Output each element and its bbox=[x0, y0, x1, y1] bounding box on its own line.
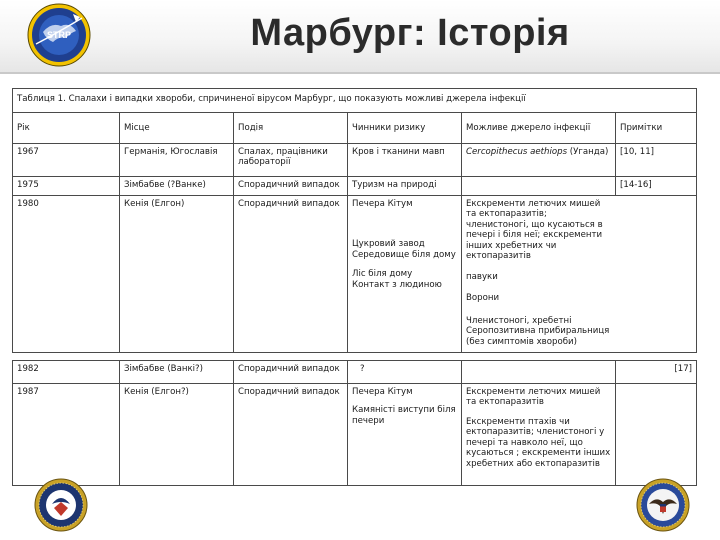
cell-source bbox=[462, 361, 616, 384]
header-risk: Чинники ризику bbox=[348, 113, 462, 144]
risk-item: Ліс біля дому bbox=[352, 269, 413, 280]
table-row bbox=[13, 196, 697, 353]
source-item: Екскременти птахів чи ектопаразитів; членистоногі у печері та навколо неї, що кусаються ; екскременти інших хребетних або ектопаразитів bbox=[466, 416, 611, 469]
source-item: Членистоногі, хребетні bbox=[466, 315, 572, 326]
cell-notes: [10, 11] bbox=[616, 144, 697, 177]
cell-risk: Туризм на природі bbox=[348, 177, 462, 196]
row-spacer bbox=[13, 353, 697, 361]
cell-risk: ? bbox=[348, 361, 462, 384]
source-item: Екскременти летючих мишей та ектопаразитів bbox=[466, 387, 601, 408]
cell-year: 1967 bbox=[13, 144, 120, 177]
cell-notes: [17] bbox=[616, 361, 697, 384]
logo-text: STRP bbox=[46, 30, 72, 40]
cell-place: Германія, Югославія bbox=[120, 144, 234, 177]
table-caption: Таблиця 1. Спалахи і випадки хвороби, спричиненої вірусом Марбург, що показують можливі джерела інфекції bbox=[13, 89, 697, 113]
risk-item: Печера Кітум bbox=[352, 199, 413, 209]
source-item: павуки bbox=[466, 271, 498, 282]
header-divider bbox=[0, 72, 720, 74]
risk-item: Середовище біля дому bbox=[352, 249, 456, 260]
species-name: Cercopithecus aethiops bbox=[466, 147, 568, 157]
risk-item: Печера Кітум bbox=[352, 387, 413, 397]
header-source: Можливе джерело інфекції bbox=[462, 113, 616, 144]
table-row bbox=[13, 384, 697, 486]
page-title: Марбург: Історія bbox=[250, 12, 570, 54]
cell-place: Кенія (Елгон) bbox=[120, 196, 234, 353]
source-origin: (Уганда) bbox=[567, 147, 609, 157]
cell-risk bbox=[348, 196, 462, 353]
risk-item: Камяністі виступи біля печери bbox=[352, 405, 456, 426]
table-caption-row bbox=[13, 89, 697, 113]
header-notes: Примітки bbox=[616, 113, 697, 144]
cell-event: Спорадичний випадок bbox=[234, 177, 348, 196]
cell-year: 1987 bbox=[13, 384, 120, 486]
risk-item: Цукровий завод bbox=[352, 239, 425, 250]
outbreak-table bbox=[12, 88, 696, 468]
cell-source bbox=[462, 177, 616, 196]
table-row bbox=[13, 361, 697, 384]
cell-year: 1980 bbox=[13, 196, 120, 353]
table-header-row bbox=[13, 113, 697, 144]
source-item: Серопозитивна прибиральниця (без симптомів хвороби) bbox=[466, 326, 610, 347]
cell-event: Спорадичний випадок bbox=[234, 196, 348, 353]
cell-notes bbox=[616, 384, 697, 486]
cell-event: Спорадичний випадок bbox=[234, 361, 348, 384]
cell-source bbox=[462, 144, 616, 177]
cell-place: Кенія (Елгон?) bbox=[120, 384, 234, 486]
cell-notes: [14-16] bbox=[616, 177, 697, 196]
header-place: Місце bbox=[120, 113, 234, 144]
cell-place: Зімбабве (Ванкі?) bbox=[120, 361, 234, 384]
cell-year: 1982 bbox=[13, 361, 120, 384]
cell-year: 1975 bbox=[13, 177, 120, 196]
eagle-seal-logo bbox=[636, 478, 690, 532]
cell-source bbox=[462, 196, 697, 353]
table-row bbox=[13, 144, 697, 177]
table-row bbox=[13, 177, 697, 196]
source-item: Ворони bbox=[466, 293, 500, 304]
source-item: Екскременти летючих мишей та ектопаразитів; членистоногі, що кусаються в печері і біля неї; екскременти інших хребетних чи ектопаразитів bbox=[466, 199, 603, 262]
stripes-globe-logo bbox=[26, 2, 92, 68]
header-event: Подія bbox=[234, 113, 348, 144]
cell-source bbox=[462, 384, 616, 486]
cell-place: Зімбабве (?Ванке) bbox=[120, 177, 234, 196]
cell-risk bbox=[348, 384, 462, 486]
header-year: Рік bbox=[13, 113, 120, 144]
risk-item: Контакт з людиною bbox=[352, 279, 442, 290]
defense-seal-logo bbox=[34, 478, 88, 532]
cell-event: Спалах, працівники лабораторії bbox=[234, 144, 348, 177]
cell-risk: Кров і тканини мавп bbox=[348, 144, 462, 177]
cell-event: Спорадичний випадок bbox=[234, 384, 348, 486]
